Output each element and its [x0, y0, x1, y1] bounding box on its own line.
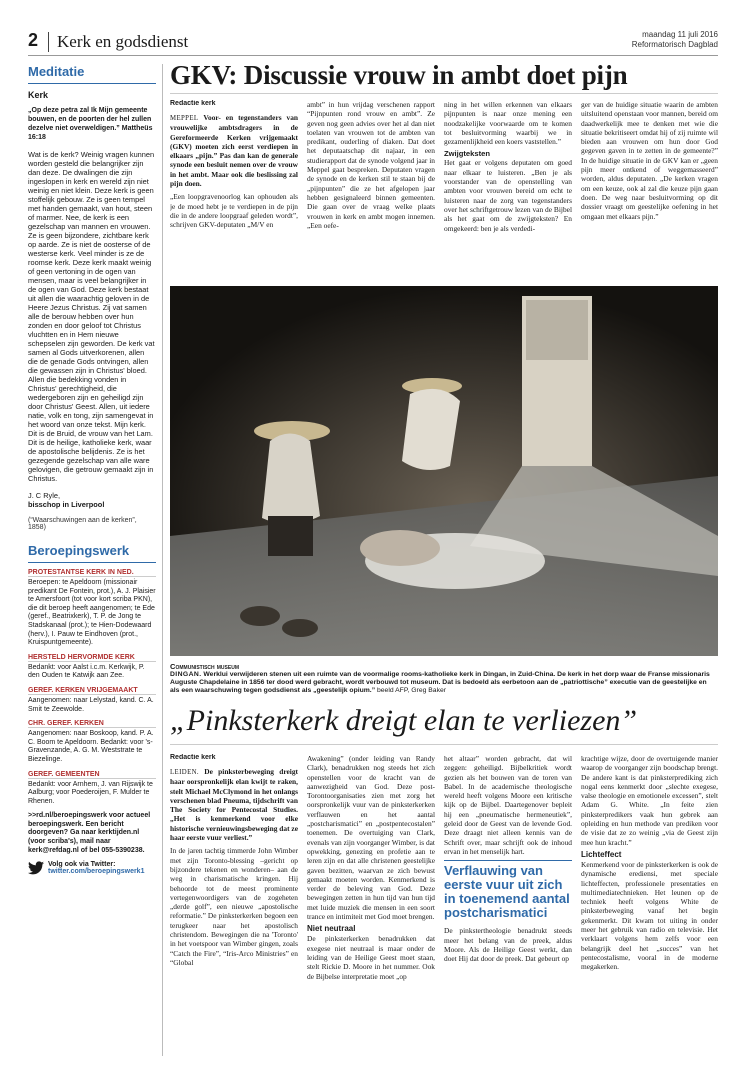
- article2-col3-text: het altaar” worden gebracht, dat wil zeggen: geheiligd. Bijbelkritiek wordt gezien als het bouwen van de toren van Babel. In de academische theologische wereld heeft volgens Moore een kritische kijk op de Bijbel. Daartegenover bepleit hij een „pneumatische hermeneutiek”, geleid door de Geest van de levende God. Deze draagt niet alleen kennis van de Schrift over, maar schrijft ook de inhoud ervan in het menselijk hart.: [444, 754, 572, 856]
- beroep-section: [28, 720, 156, 764]
- beroep-section-title: PROTESTANTSE KERK IN NED.: [28, 569, 156, 577]
- headline-rule: [170, 93, 718, 94]
- beroep-section-text: Bedankt: voor Arnhem, J. van Rijswijk te Aalburg; voor Poederoijen, F. Mulder te Rhenen.: [28, 780, 153, 805]
- article2-col4-text-b: Kenmerkend voor de pinksterkerken is ook de dynamische erediensi, met speciale lichteffecten, professionele presentaties en multimediatechnieken. Het leunen op de techniek heeft volgens White de pinksterbeweging vanaf het begin gekenmerkt. Dit kwam tot uiting in onder meer het gebruik van radio en televisie. Het verklaart volgens hem zelfs voor een belangrijk deel het „succes” van het pentecostalisme, vooral in de moderne megakerken.: [581, 859, 718, 972]
- headline-gkv: GKV: Discussie vrouw in ambt doet pijn: [170, 60, 628, 90]
- article2-col1-text: In de jaren tachtig timmerde John Wimber met zijn Toronto-blessing –gericht op bijzondere tekenen en wonderen– aan de weg in charismatische kringen. Hij behoorde tot de meest prominente vertegenwoordigers van de zogeheten „derde golf”, een nieuwe „apostolische reformatie.” De pinksterkerken begoen een terugkeer naar het apostolisch christendom. Bewegingen die na 'Toronto' in het voetspoor van Wimber gingen, zoals “Catch the Fire”, “Iris-Arco Ministries” en “Global: [170, 846, 298, 967]
- article1-col3-text-b: Het gaat er volgens deputaten om goed naar elkaar te luisteren. „Ben je als voorstander van de openstelling van ambten voor vrouwen bereid om echt te luisteren naar de zorg van tegenstanders over het schriftgetrouw lezen van de Bijbel als het gaat om de zwijgteksten? En omgekeerd: ben je als verdedi-: [444, 158, 572, 233]
- author-title: bisschop in Liverpool: [28, 500, 105, 509]
- article1-byline: Redactie kerk: [170, 100, 216, 107]
- beroep-section-text: Beroepen: te Apeldoorn (missionair predikant De Fontein, prot.), A. J. Plaisier te Amersfoort (tot voor kort scriba PKN), die dit beroep heeft aangenomen; te Ede (geref., Beatrixkerk), T. P. de Jong te Stadskanaal (prot.); te Hien-Dodewaard (herv.), I. Pauw te Eindhoven (prot., Kruispuntgemeente).: [28, 579, 156, 647]
- page-number: 2: [28, 30, 39, 50]
- article2-col3-text-b: De pinkstertheologie benadrukt steeds meer het belang van de preek, aldus Moore. Als de Heilige Geest werkt, dan doet Hij dat door de preek. Dat gebeurt op: [444, 926, 572, 964]
- beroep-section: [28, 654, 156, 681]
- page-header: [28, 30, 718, 56]
- headline-pinksterkerk: „Pinksterkerk dreigt elan te verliezen”: [170, 704, 718, 745]
- article2-col2-text: Awakening” (onder leiding van Randy Clark), benadrukken nog steeds het zich openstellen voor de kracht van de aanwezigheid van God. Deze post-Torontoorganisaties zien met zorg het oorspronkelijk vuur van de pinksterkerken verflauwen en het aantal „postcharismatici” en „postpentecostalen” toenemen. De overtuiging van Clark, evenals van zijn voorganger Wimber, is dat opwekking, genezing en profetie aan te leren zijn en dat alle christenen geestelijke gaven bezitten, waarvan ze zich bewust gemaakt moeten worden. Kenmerkend is verder de beleving van God. Deze bewegingen zetten in hun tijd van hun tijd met luide muziek die mensen in een soort trance en intimiteit met God moet brengen.: [307, 754, 435, 922]
- article1-col4-text: ger van de huidige situatie waarin de ambten uitsluitend openstaan voor mannen, bereid om daadwerkelijk mee te denken met wie die situatie bekritiseert omdat hij of zij ruimte wil bieden aan vrouwen om hun door God gegeven gaven in te zetten in de gemeente?” In de huidige situatie in de GKV kan er „geen pijn meer ontkend of weggemasseerd” worden, aldus deputaten. „De kerken vragen om een keuze, ook al zal die keuze pijn gaan doen. De weg naar besluitvorming op dit dossier vraagt om geestelijke oefening in het omgaan met elkaars pijn.”: [581, 100, 718, 221]
- beroep-section-title: GEREF. KERKEN VRIJGEMAAKT: [28, 687, 156, 695]
- beroep-section-title: CHR. GEREF. KERKEN: [28, 720, 156, 728]
- beroep-section-title: HERSTELD HERVORMDE KERK: [28, 654, 156, 662]
- issue-date: maandag 11 juli 2016: [642, 30, 718, 39]
- article2-col1: [170, 754, 298, 1056]
- beroep-section: [28, 569, 156, 648]
- church-workers-photo: [170, 286, 718, 656]
- beroep-section-title: GEREF. GEMEENTEN: [28, 771, 156, 779]
- beroepingswerk-heading: Beroepingswerk: [28, 543, 156, 563]
- article2-col2-text-b: De pinksterkerken benadrukken dat exegese niet neutraal is maar onder de leiding van de Heilige Geest moet staan, stelt Rickie D. Moore in het nummer. Ook de Bijbelse interpretatie moet „op: [307, 934, 435, 981]
- article2-col4: [581, 754, 718, 1056]
- news-photo: [170, 286, 718, 656]
- caption-title: Communistisch museum: [170, 662, 239, 671]
- article2-dateline: LEIDEN.: [170, 769, 200, 776]
- caption-dateline: DINGAN.: [170, 671, 202, 678]
- article2-col3: [444, 754, 572, 1056]
- column-divider: [162, 64, 163, 1056]
- beroep-section-text: Aangenomen: naar Boskoop, kand. P. A. C. Boom te Apeldoorn. Bedankt: voor 's-Gravenzande, A. G. M. Weststrate te Biezelinge.: [28, 730, 154, 763]
- article2-subhead: Niet neutraal: [307, 924, 356, 934]
- meditatie-body: Wat is de kerk? Weinig vragen kunnen worden gesteld die belangrijker zijn dan deze. De dwalingen die zijn ingeslopen in kerk en wereld zijn niet weinig en niet klein. Deze kerk is geen stoffelijk gebouw. Ze is geen tempel met handen gemaakt, van hout, steen of marmer. Nee, de kerk is een gezelschap van mannen en vrouwen. Ze is geen bijzondere, zichtbare kerk op aarde. Ze is niet de oosterse of de westerse kerk. Veel minder is ze de roomse kerk. Deze kerk maakt weinig of geen vertoning in de ogen van mensen, maar is veel belangrijker in de ogen van God. Deze kerk bestaat uit allen die waarachtig geloven in de Heere Jezus Christus. Zij vat samen alle de berouw hebben over hun zonden en door geloof tot Christus vluchtten en in Hem nieuwe schepselen zijn geworden. De kerk vat samen al Gods uitverkorenen, allen die de genade Gods ontvingen, allen die gewassen zijn in Christus' bloed. Allen die bedekking vonden in Christus' gerechtigheid, die wedergeboren zijn en geheiligd zijn door Christus' Geest. Allen, uit iedere natie, volk en tong, zijn samengevat in het woord van onze tekst. Mijn kerk. Dit is de Bruid, de vrouw van het Lam. Dit is de heilige, katholieke kerk, waar de apostolische belijdenis. Ze is het gezegende gezelschap van alle ware gelovigen, die getrouw gemaakt zijn in Christus.: [28, 150, 155, 483]
- article1-col4: [581, 100, 718, 280]
- article1-col1-text: „Een loopgravenoorlog kan ophouden als je de moed hebt je te verdiepen in de pijn die in de andere loopgraaf geleden wordt”, schrijven GKV-deputaten „M/V en: [170, 192, 298, 230]
- twitter-link[interactable]: twitter.com/beroepingswerk1: [48, 868, 145, 876]
- twitter-label: Volg ook via Twitter:: [48, 861, 116, 869]
- article1-col3: [444, 100, 572, 280]
- beroep-section-text: Bedankt: voor Aalst i.c.m. Kerkwijk, P. den Ouden te Katwijk aan Zee.: [28, 663, 145, 680]
- sidebar: [28, 64, 156, 1056]
- article1-dateline: MEPPEL: [170, 115, 199, 122]
- section-title: Kerk en godsdienst: [48, 32, 188, 52]
- article1-subhead: Zwijgteksten: [444, 149, 490, 159]
- article2-col2: [307, 754, 435, 1056]
- article1-col2: [307, 100, 435, 280]
- beroep-section-text: Aangenomen: naar Lelystad, kand. C. A. Smit te Zeewolde.: [28, 696, 154, 713]
- article2-subhead: Lichteffect: [581, 849, 622, 859]
- article1-col1: [170, 100, 298, 280]
- beroep-section: [28, 771, 156, 807]
- pull-quote: Verflauwing van eerste vuur uit zich in toenemend aantal postcharismatici: [444, 860, 572, 920]
- paper-name: Reformatorisch Dagblad: [631, 40, 718, 49]
- twitter-bird-icon: [28, 861, 44, 875]
- meditatie-heading: Meditatie: [28, 64, 156, 84]
- meditatie-source: (“Waarschuwingen aan de kerken”, 1858): [28, 517, 137, 531]
- article1-col3-text-a: ning in het willen erkennen van elkaars pijnpunten is naar onze mening een noodzakelijke voorwaarde om te komen tot besluitvorming waarbij we in gezamenlijkheid een koers vaststellen.”: [444, 100, 572, 147]
- article2-byline: Redactie kerk: [170, 754, 216, 761]
- meditatie-quote: „Op deze petra zal Ik Mijn gemeente bouwen, en de poorten der hel zullen dezelve niet overweldigen.” Mattheüs 16:18: [28, 107, 153, 141]
- photo-caption: [170, 662, 718, 696]
- meditatie-subtitle: Kerk: [28, 90, 49, 100]
- article2-lead: De pinksterbeweging dreigt haar oorspronkelijk elan kwijt te raken, stelt Michael McClymond in het onlangs verschenen blad Pneuma, tijdschrift van The Society for Pentecostal Studies. „Het is kenmerkend voor elke historische vernieuwingsbeweging dat ze haar eerste vuur verliest.”: [170, 767, 298, 843]
- meditatie-author: [28, 491, 156, 509]
- article1-lead: Voor- en tegenstanders van vrouwelijke ambtsdragers in de Gereformeerde Kerken vrijgemaakt (GKV) moeten zich eerst verdiepen in elkaars „pijn.” Pas dan kan de generale synode een besluit nemen over de vrouw in het ambt. Maar ook die beslissing zal pijn doen.: [170, 113, 298, 189]
- author-name: J. C Ryle,: [28, 491, 61, 500]
- beroep-section: [28, 687, 156, 714]
- article2-col4-text: krachtige wijze, door de overtuigende manier waarop de voorganger zijn boodschap brengt. De andere kant is dat pinksterprediking zich nogal eens kenmerkt door „slechte exegese, valse theologie en emotionele excessen”, stelt Adam G. White. „In feite zien pinksterpredikers vaak hun gebrek aan opleiding en hun methode van prediken voor de visie dat ze zo weinig „via de Geest zijn mee hun kracht.”: [581, 754, 718, 847]
- caption-text: Werklui verwijderen stenen uit een ruimte van de voormalige rooms-katholieke kerk in Dingan, in Zuid-China. De kerk in het dorp waar de Franse missionaris Auguste Chapdelaine in 1856 ter dood werd gebracht, wordt verbouwd tot museum. Dat is bedoeld als eerbetoon aan de „patriottische” executie van de geestelijke en als een waarschuwing tegen godsdienst als „geestelijk opium.”: [170, 671, 710, 695]
- twitter-promo: [28, 861, 156, 875]
- photo-credit: beeld AFP, Greg Baker: [377, 687, 447, 695]
- beroepingswerk-footer: >>rd.nl/beroepingswerk voor actueel beroepingswerk. Een bericht doorgeven? Ga naar kerktijden.nl (voor scriba's), mail naar kerk@refdag.nl of bel 055-5390238.: [28, 812, 151, 854]
- article1-col2-text: ambt” in hun vrijdag verschenen rapport “Pijnpunten rond vrouw en ambt”. Ze geven nog geen advies over het al dan niet toelaten van vrouwen tot de ambten van predikant, ouderling of diaken. Dat doet het deputaatschap dit najaar, in een studierapport dat de synode volgend jaar in Meppel gaat bespreken. Deputaten vragen de synode en de kerken stil te staan bij de „pijnpunten” die ze het afgelopen jaar hebben gesignaleerd binnen gemeenten. Die gaan over de vraag welke plaats vrouwen in kerk en ambt mogen innemen. „Een oefe-: [307, 100, 435, 230]
- header-dateline: [632, 30, 718, 50]
